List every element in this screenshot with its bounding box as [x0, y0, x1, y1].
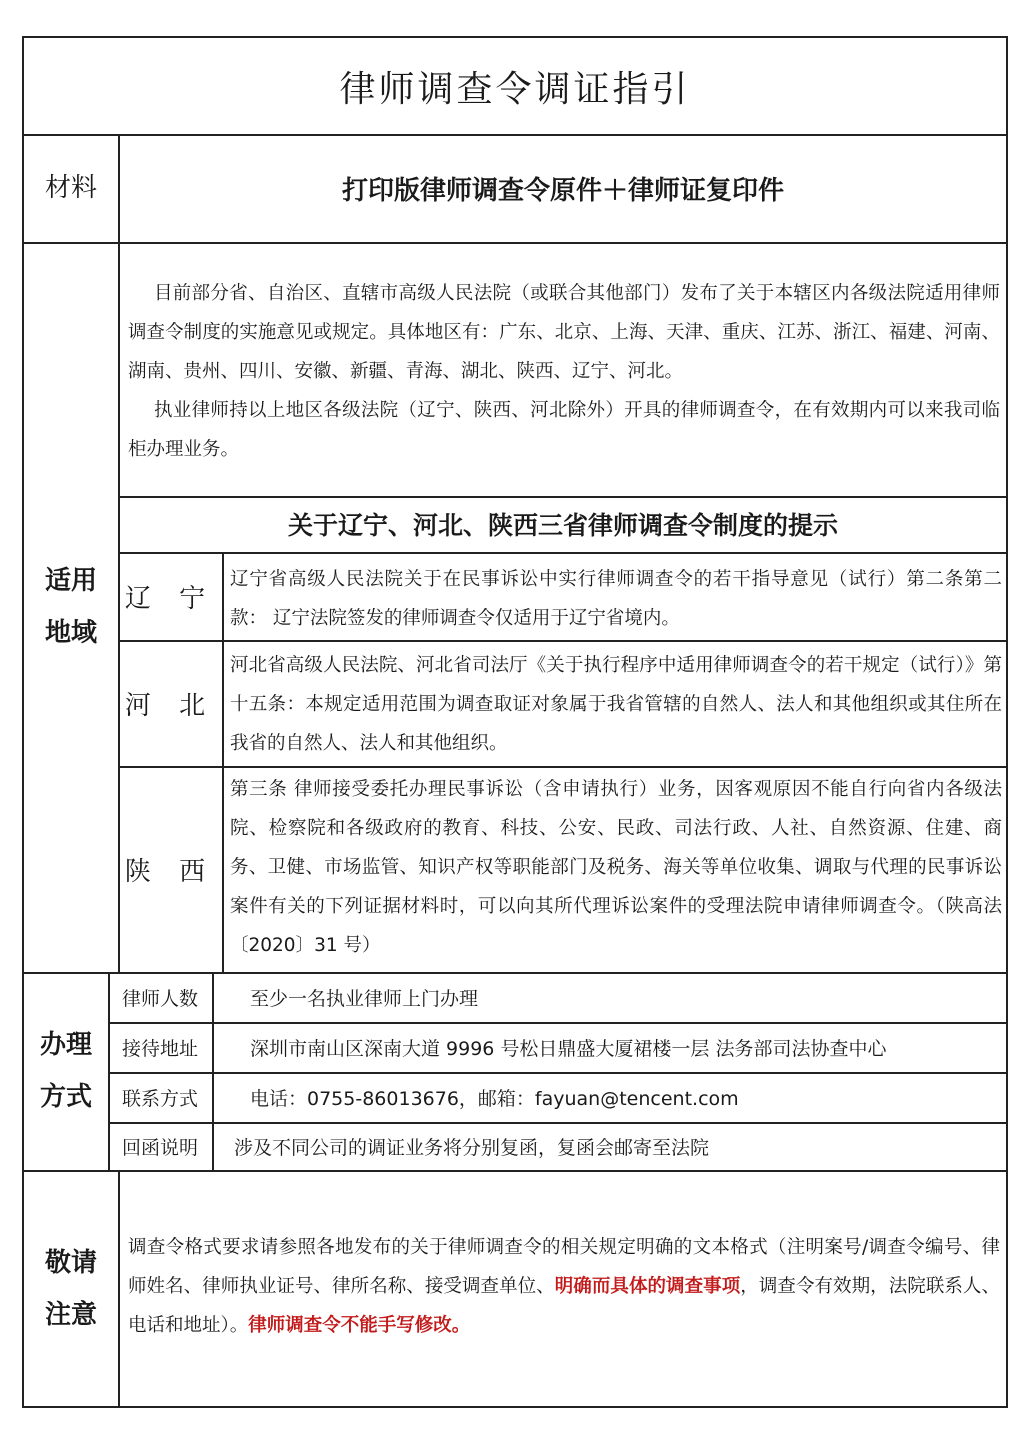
divider [118, 552, 1008, 554]
tips-heading: 关于辽宁、河北、陕西三省律师调查令制度的提示 [287, 511, 838, 540]
notice-label-line2: 注意 [44, 1300, 97, 1330]
divider [24, 242, 1008, 244]
notice-label-line1: 敬请 [44, 1248, 97, 1278]
procedure-key-contact: 联系方式 [121, 1087, 198, 1110]
divider [118, 1170, 120, 1408]
region-intro [128, 274, 1000, 469]
procedure-value-reply: 涉及不同公司的调证业务将分别复函，复函会邮寄至法院 [234, 1136, 710, 1159]
divider [222, 552, 224, 972]
procedure-label-line2: 方式 [39, 1082, 92, 1112]
province-name-hebei: 河 北 [124, 690, 216, 721]
document-title: 律师调查令调证指引 [24, 38, 1006, 136]
materials-content: 打印版律师调查令原件＋律师证复印件 [341, 175, 784, 206]
notice-highlight-2: 律师调查令不能手写修改。 [248, 1315, 471, 1336]
materials-label: 材料 [44, 173, 97, 203]
divider [212, 972, 214, 1170]
divider [24, 1170, 1008, 1172]
procedure-key-lawyers: 律师人数 [121, 987, 198, 1010]
province-name-liaoning: 辽 宁 [124, 583, 216, 614]
procedure-key-reply: 回函说明 [121, 1136, 198, 1159]
divider [118, 640, 1008, 642]
province-text-shaanxi: 第三条 律师接受委托办理民事诉讼（含申请执行）业务，因客观原因不能自行向省内各级法院、检察院和各级政府的教育、科技、公安、民政、司法行政、人社、自然资源、住建、商务、卫健、市场监管、知识产权等职能部门及税务、海关等单位收集、调取与代理的民事诉讼案件有关的下列证据材料时，可以向其所代理诉讼案件的受理法院申请律师调查令。（陕高法〔2020〕31 号） [230, 779, 1002, 956]
region-paragraph-1: 目前部分省、自治区、直辖市高级人民法院（或联合其他部门）发布了关于本辖区内各级法院适用律师调查令制度的实施意见或规定。具体地区有：广东、北京、上海、天津、重庆、江苏、浙江、福建、河南、湖南、贵州、四川、安徽、新疆、青海、湖北、陕西、辽宁、河北。 [128, 283, 1000, 382]
province-text-liaoning: 辽宁省高级人民法院关于在民事诉讼中实行律师调查令的若干指导意见（试行）第二条第二款： 辽宁法院签发的律师调查令仅适用于辽宁省境内。 [230, 569, 1002, 629]
notice-text-part2: ，调查令有效期，法院联系人、电话和地址）。 [128, 1276, 1000, 1336]
notice-label [24, 1170, 118, 1408]
divider [118, 766, 1008, 768]
region-label [24, 242, 118, 972]
region-label-line1: 适用 [44, 566, 97, 596]
province-name-shaanxi: 陕 西 [124, 856, 216, 887]
procedure-label-line1: 办理 [39, 1030, 92, 1060]
notice-highlight-1: 明确而具体的调查事项 [554, 1276, 741, 1297]
procedure-key-address: 接待地址 [121, 1037, 198, 1060]
procedure-value-lawyers: 至少一名执业律师上门办理 [250, 987, 479, 1010]
procedure-value-address: 深圳市南山区深南大道 9996 号松日鼎盛大厦裙楼一层 法务部司法协查中心 [250, 1037, 887, 1060]
procedure-value-contact: 电话：0755-86013676，邮箱：fayuan@tencent.com [250, 1087, 739, 1110]
region-paragraph-2: 执业律师持以上地区各级法院（辽宁、陕西、河北除外）开具的律师调查令，在有效期内可以来我司临柜办理业务。 [128, 400, 1000, 460]
region-label-line2: 地域 [44, 618, 97, 648]
document-form [22, 36, 1008, 1408]
procedure-label [24, 972, 108, 1170]
notice-text [128, 1228, 1000, 1345]
province-text-hebei: 河北省高级人民法院、河北省司法厅《关于执行程序中适用律师调查令的若干规定（试行）》第十五条：本规定适用范围为调查取证对象属于我省管辖的自然人、法人和其他组织或其住所在我省的自然人、法人和其他组织。 [230, 655, 1002, 754]
notice-text-part1: 调查令格式要求请参照各地发布的关于律师调查令的相关规定明确的文本格式（注明案号/调查令编号、律师姓名、律师执业证号、律所名称、接受调查单位、 [128, 1237, 1000, 1297]
